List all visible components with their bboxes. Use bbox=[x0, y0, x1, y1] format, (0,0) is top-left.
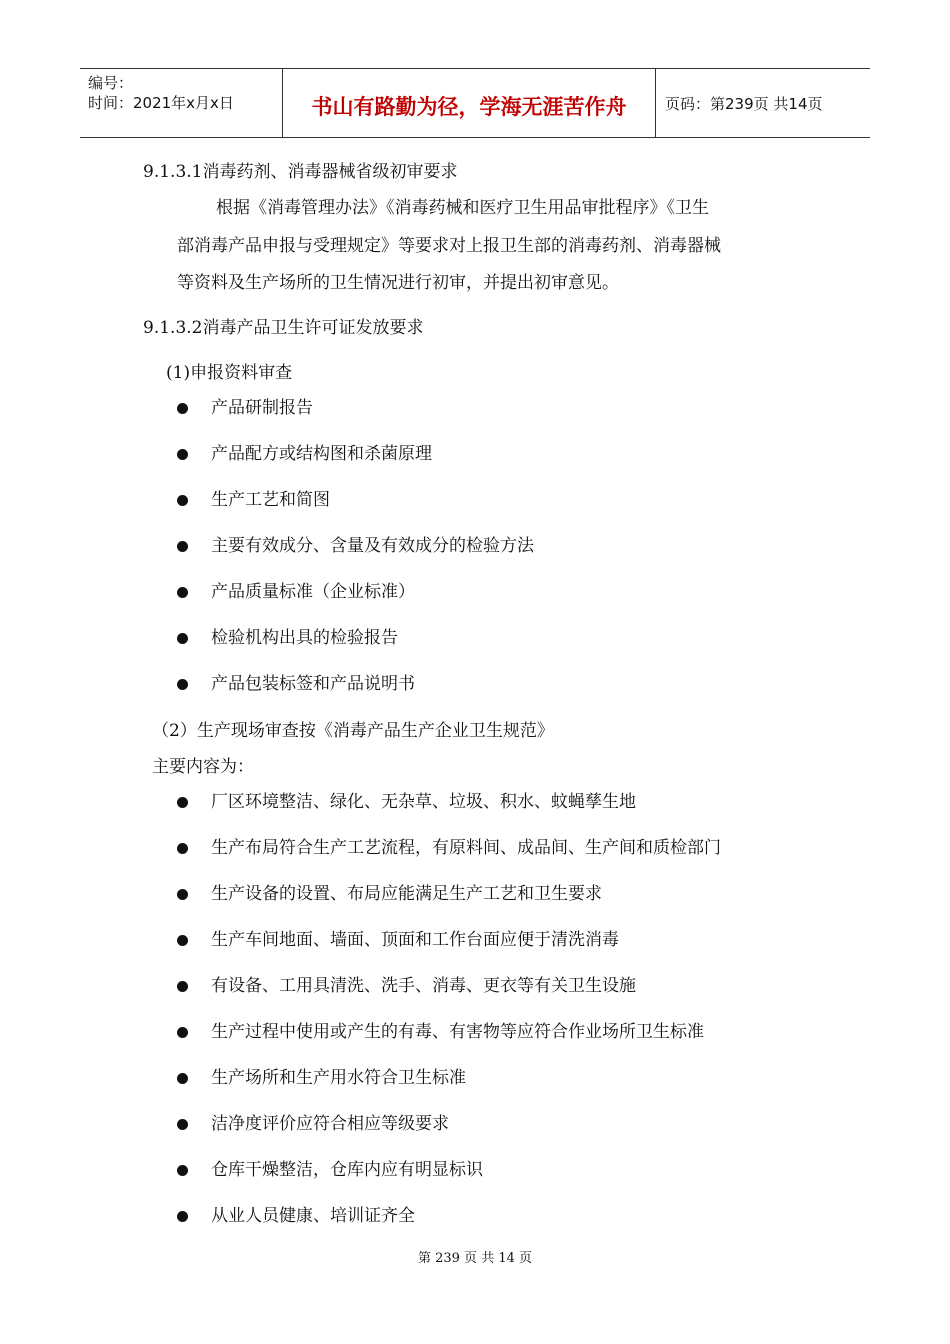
bullet-icon bbox=[177, 587, 188, 598]
list-item-text: 产品配方或结构图和杀菌原理 bbox=[211, 444, 432, 464]
bullet-icon bbox=[177, 1073, 188, 1084]
list-item-text: 有设备、工用具清洗、洗手、消毒、更衣等有关卫生设施 bbox=[211, 976, 636, 996]
list-item-text: 产品包装标签和产品说明书 bbox=[211, 674, 415, 694]
list-item-text: 生产场所和生产用水符合卫生标准 bbox=[211, 1068, 466, 1088]
header-meta-cell bbox=[80, 69, 282, 137]
bullet-icon bbox=[177, 541, 188, 552]
list-item-text: 仓库干燥整洁，仓库内应有明显标识 bbox=[211, 1160, 483, 1180]
paragraph-line: 等资料及生产场所的卫生情况进行初审，并提出初审意见。 bbox=[177, 273, 619, 293]
bullet-icon bbox=[177, 935, 188, 946]
paragraph-line: 部消毒产品申报与受理规定》等要求对上报卫生部的消毒药剂、消毒器械 bbox=[177, 236, 721, 256]
list-item-text: 从业人员健康、培训证齐全 bbox=[211, 1206, 415, 1226]
page-header bbox=[80, 68, 870, 138]
subsection-intro: 主要内容为： bbox=[152, 757, 254, 777]
bullet-icon bbox=[177, 981, 188, 992]
bullet-icon bbox=[177, 843, 188, 854]
section-heading: 9.1.3.1消毒药剂、消毒器械省级初审要求 bbox=[143, 162, 458, 182]
list-item-text: 生产布局符合生产工艺流程，有原料间、成品间、生产间和质检部门 bbox=[211, 838, 721, 858]
header-page-cell bbox=[655, 69, 870, 137]
header-motto-cell bbox=[282, 69, 656, 137]
list-item-text: 检验机构出具的检验报告 bbox=[211, 628, 398, 648]
list-item-text: 生产设备的设置、布局应能满足生产工艺和卫生要求 bbox=[211, 884, 602, 904]
list-item-text: 生产工艺和简图 bbox=[211, 490, 330, 510]
bullet-icon bbox=[177, 1165, 188, 1176]
list-item-text: 产品研制报告 bbox=[211, 398, 313, 418]
list-item-text: 生产过程中使用或产生的有毒、有害物等应符合作业场所卫生标准 bbox=[211, 1022, 704, 1042]
document-number-label: 编号： bbox=[88, 74, 134, 92]
bullet-icon bbox=[177, 403, 188, 414]
subsection-title: （2）生产现场审查按《消毒产品生产企业卫生规范》 bbox=[152, 721, 554, 741]
header-motto: 书山有路勤为径，学海无涯苦作舟 bbox=[311, 95, 627, 119]
bullet-icon bbox=[177, 633, 188, 644]
list-item-text: 洁净度评价应符合相应等级要求 bbox=[211, 1114, 449, 1134]
document-time-label: 时间：2021年x月x日 bbox=[88, 94, 234, 112]
bullet-icon bbox=[177, 449, 188, 460]
section-heading: 9.1.3.2消毒产品卫生许可证发放要求 bbox=[143, 318, 424, 338]
list-item-text: 产品质量标准（企业标准） bbox=[211, 582, 415, 602]
list-item-text: 生产车间地面、墙面、顶面和工作台面应便于清洗消毒 bbox=[211, 930, 619, 950]
list-item-text: 厂区环境整洁、绿化、无杂草、垃圾、积水、蚊蝇孳生地 bbox=[211, 792, 636, 812]
bullet-icon bbox=[177, 1211, 188, 1222]
bullet-icon bbox=[177, 797, 188, 808]
header-page-label: 页码：第239页 共14页 bbox=[665, 95, 823, 113]
list-item-text: 主要有效成分、含量及有效成分的检验方法 bbox=[211, 536, 534, 556]
bullet-icon bbox=[177, 1027, 188, 1038]
bullet-icon bbox=[177, 679, 188, 690]
bullet-icon bbox=[177, 1119, 188, 1130]
bullet-icon bbox=[177, 889, 188, 900]
page-footer: 第 239 页 共 14 页 bbox=[417, 1251, 533, 1266]
paragraph-line: 根据《消毒管理办法》《消毒药械和医疗卫生用品审批程序》《卫生 bbox=[216, 198, 709, 218]
bullet-icon bbox=[177, 495, 188, 506]
subsection-title: (1)申报资料审查 bbox=[166, 363, 293, 383]
